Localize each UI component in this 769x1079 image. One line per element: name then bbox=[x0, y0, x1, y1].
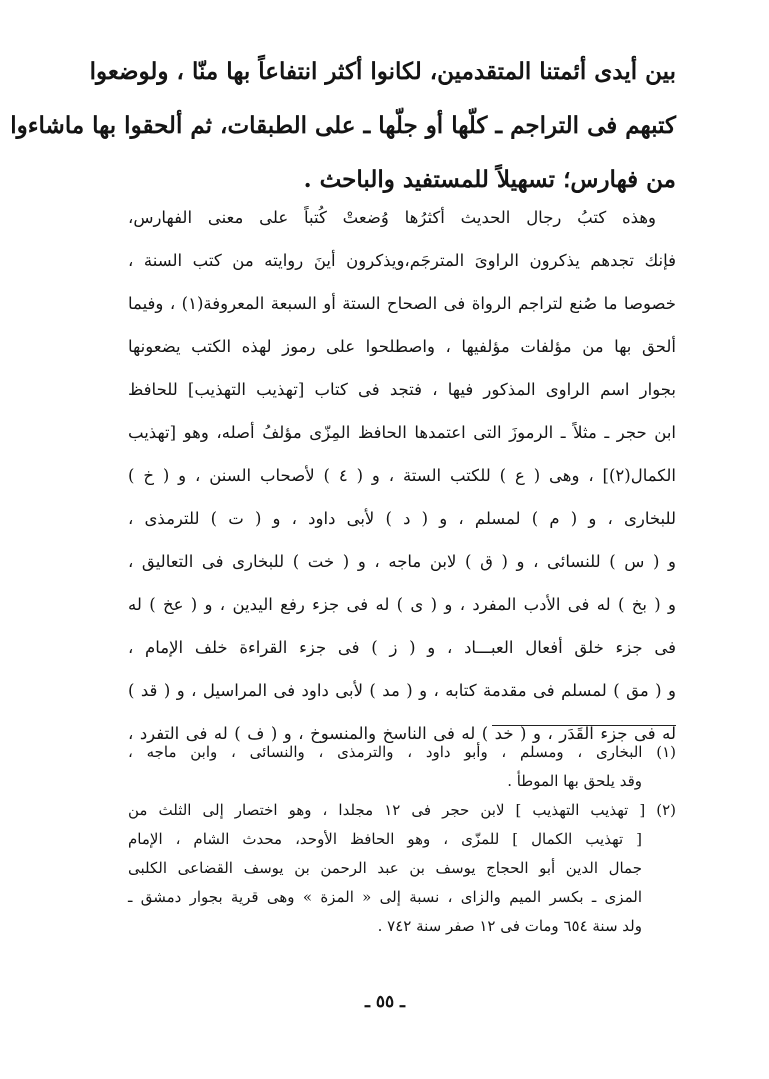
text-line: و ( مق ) لمسلم فى مقدمة كتابه ، و ( مد ) لأبى داود فى المراسيل ، و ( قد ) bbox=[128, 681, 676, 700]
footnotes bbox=[128, 738, 676, 941]
text-line: بجوار اسم الراوى المذكور فيها ، فتجد فى كتاب [تهذيب التهذيب] للحافظ bbox=[128, 380, 676, 399]
text-line: من فهارس؛ تسهيلاً للمستفيد والباحث . bbox=[303, 166, 676, 193]
footnote-separator bbox=[492, 725, 676, 726]
page-number: ـ ٥٥ ـ bbox=[364, 992, 406, 1012]
text-line: الكمال(٢)] ، وهى ( ع ) للكتب الستة ، و ( ٤ ) لأصحاب السنن ، و ( خ ) bbox=[128, 466, 676, 485]
text-line: خصوصا ما صُنع لتراجم الرواة فى الصحاح الستة أو السبعة المعروفة(١) ، وفيما bbox=[128, 294, 676, 313]
footnote-line: ولد سنة ٦٥٤ ومات فى ١٢ صفر سنة ٧٤٢ . bbox=[377, 917, 642, 935]
footnote-line: وقد يلحق بها الموطأ . bbox=[507, 772, 642, 790]
text-line: كتبهم فى التراجم ـ كلّها أو جلّها ـ على الطبقات، ثم ألحقوا بها ماشاءوا bbox=[10, 112, 676, 139]
intro-paragraph bbox=[10, 45, 676, 207]
text-line: فإنك تجدهم يذكرون الراوىَ المترجَم،ويذكرون أينَ روايته من كتب السنة ، bbox=[128, 251, 676, 270]
text-line: و ( س ) للنسائى ، و ( ق ) لابن ماجه ، و ( خت ) للبخارى فى التعاليق ، bbox=[128, 552, 676, 571]
text-line: ابن حجر ـ مثلاً ـ الرموزَ التى اعتمدها الحافظ المِزّى مؤلفُ أصله، وهو [تهذيب bbox=[128, 423, 676, 442]
text-line: و ( بخ ) له فى الأدب المفرد ، و ( ى ) له فى جزء رفع اليدين ، و ( عخ ) له bbox=[128, 595, 676, 614]
footnote-line: (١) البخارى ، ومسلم ، وأبو داود ، والترمذى ، والنسائى ، وابن ماجه ، bbox=[128, 743, 676, 761]
footnote-line: جمال الدين أبو الحجاج يوسف بن عبد الرحمن بن يوسف القضاعى الكلبى bbox=[128, 859, 642, 877]
text-line: له فى جزء القَدَر ، و ( خد ) له فى الناسخ والمنسوخ ، و ( ف ) له فى التفرد ، bbox=[128, 724, 676, 743]
footnote-line: [ تهذيب الكمال ] للمزّى ، وهو الحافظ الأوحد، محدث الشام ، الإمام bbox=[128, 830, 642, 848]
footnote-line: المزى ـ بكسر الميم والزاى ، نسبة إلى « المزة » وهى قرية بجوار دمشق ـ bbox=[128, 888, 642, 906]
text-line: للبخارى ، و ( م ) لمسلم ، و ( د ) لأبى داود ، و ( ت ) للترمذى ، bbox=[128, 509, 676, 528]
text-line: فى جزء خلق أفعال العبـــاد ، و ( ز ) فى جزء القراءة خلف الإمام ، bbox=[128, 638, 676, 657]
text-line: بين أيدى أئمتنا المتقدمين، لكانوا أكثر انتفاعاً بها منّا ، ولوضعوا bbox=[89, 58, 676, 85]
text-line: ألحق بها من مؤلفات مؤلفيها ، واصطلحوا على رموز لهذه الكتب يضعونها bbox=[128, 337, 676, 356]
main-paragraph bbox=[128, 196, 676, 755]
text-line: وهذه كتبُ رجال الحديث أكثرُها وُضعتْ كُتباً على معنى الفهارس، bbox=[128, 208, 656, 227]
footnote-line: (٢) [ تهذيب التهذيب ] لابن حجر فى ١٢ مجلدا ، وهو اختصار إلى الثلث من bbox=[128, 801, 676, 819]
